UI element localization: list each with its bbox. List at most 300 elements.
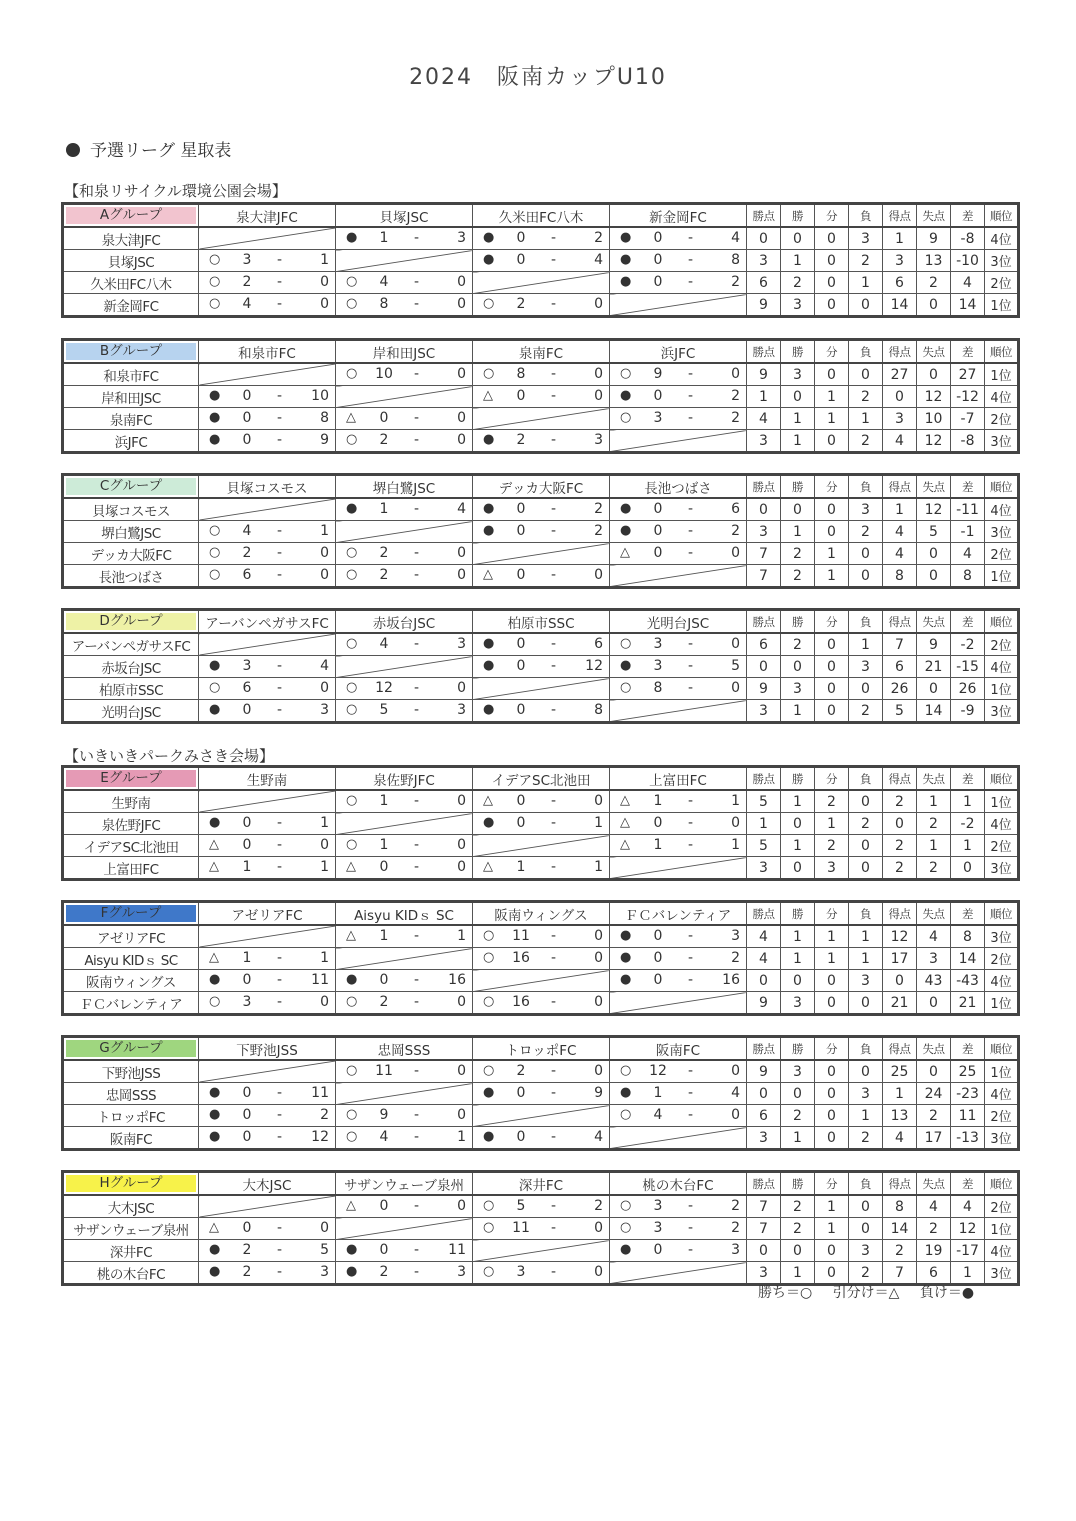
stat-header: 得点	[883, 204, 917, 228]
stat-cell: 3	[747, 430, 781, 453]
result-mark-icon: ○	[620, 1107, 632, 1122]
match-result-cell	[199, 970, 336, 992]
result-mark-icon: △	[483, 567, 493, 582]
stat-cell: 3	[849, 1083, 883, 1105]
score-separator: -	[551, 815, 557, 831]
score-separator: -	[277, 950, 283, 966]
stat-cell: 1	[781, 700, 815, 723]
stat-cell: 43	[917, 970, 951, 992]
stat-cell: 12	[883, 925, 917, 948]
stat-cell: 1	[747, 813, 781, 835]
result-mark-icon: ●	[346, 1242, 358, 1257]
result-mark-icon: △	[209, 859, 219, 874]
goals-for: 0	[653, 815, 663, 831]
score-separator: -	[688, 972, 694, 988]
result-mark-icon: ●	[483, 1085, 495, 1100]
stat-cell: 7	[747, 543, 781, 565]
match-result-cell	[610, 1195, 747, 1218]
goals-for: 0	[242, 837, 252, 853]
stat-cell: 2	[917, 1218, 951, 1240]
team-row	[63, 408, 1019, 430]
goals-for: 6	[242, 567, 252, 583]
goals-for: 6	[242, 680, 252, 696]
team-row	[63, 633, 1019, 656]
team-row	[63, 813, 1019, 835]
goals-against: 2	[731, 1198, 740, 1214]
group-table	[61, 473, 1020, 589]
match-result-cell	[199, 700, 336, 723]
team-name: 赤坂台JSC	[63, 656, 199, 678]
stat-cell: 2	[917, 857, 951, 880]
stat-cell: 0	[815, 272, 849, 294]
stat-cell: 8	[951, 925, 985, 948]
goals-against: 1	[320, 950, 329, 966]
result-mark-icon: ●	[209, 1242, 221, 1257]
stat-cell: 8	[883, 1195, 917, 1218]
rank-cell: 1位	[985, 678, 1019, 700]
stat-cell: 2	[815, 835, 849, 857]
goals-for: 1	[379, 928, 389, 944]
stat-cell: 5	[883, 700, 917, 723]
stat-cell: 0	[747, 227, 781, 250]
opponent-header: 堺白鷺JSC	[336, 475, 473, 499]
result-mark-icon: ○	[346, 702, 358, 717]
goals-for: 11	[512, 1220, 530, 1236]
team-row	[63, 1240, 1019, 1262]
stat-header: 順位	[985, 1172, 1019, 1196]
goals-for: 0	[516, 501, 526, 517]
score-separator: -	[414, 1242, 420, 1258]
goals-for: 5	[379, 702, 389, 718]
goals-for: 0	[242, 1129, 252, 1145]
match-result-cell	[336, 790, 473, 813]
stat-cell: 17	[917, 1127, 951, 1150]
result-mark-icon: ●	[620, 658, 632, 673]
stat-cell: 3	[849, 498, 883, 521]
goals-for: 0	[653, 950, 663, 966]
self-match-cell	[336, 948, 473, 970]
stat-cell: 2	[849, 430, 883, 453]
stat-cell: 9	[747, 294, 781, 317]
goals-for: 4	[379, 636, 389, 652]
stat-cell: 27	[883, 363, 917, 386]
match-result-cell	[199, 386, 336, 408]
match-result-cell	[336, 408, 473, 430]
goals-against: 4	[594, 1129, 603, 1145]
goals-against: 3	[457, 1264, 466, 1280]
stat-cell: 4	[883, 521, 917, 543]
result-mark-icon: ○	[483, 366, 495, 381]
stat-cell: 0	[781, 656, 815, 678]
team-row	[63, 1105, 1019, 1127]
page-title: 2024 阪南カップU10	[409, 65, 667, 90]
rank-cell: 4位	[985, 1240, 1019, 1262]
result-mark-icon: △	[209, 837, 219, 852]
stat-header: 差	[951, 204, 985, 228]
rank-cell: 1位	[985, 294, 1019, 317]
group-header-row	[63, 475, 1019, 499]
match-result-cell	[199, 521, 336, 543]
stat-cell: 4	[747, 408, 781, 430]
score-separator: -	[551, 252, 557, 268]
goals-against: 3	[457, 636, 466, 652]
match-result-cell	[473, 1127, 610, 1150]
goals-against: 2	[320, 1107, 329, 1123]
goals-for: 1	[379, 837, 389, 853]
stat-cell: 0	[849, 565, 883, 588]
stat-header: 失点	[917, 610, 951, 634]
result-mark-icon: ○	[483, 950, 495, 965]
result-mark-icon: ○	[346, 636, 358, 651]
result-mark-icon: ●	[209, 972, 221, 987]
team-row	[63, 386, 1019, 408]
rank-cell: 4位	[985, 813, 1019, 835]
team-name: 浜JFC	[63, 430, 199, 453]
goals-for: 1	[379, 793, 389, 809]
score-separator: -	[688, 1242, 694, 1258]
goals-against: 4	[731, 230, 740, 246]
goals-for: 2	[516, 296, 526, 312]
stat-cell: 4	[883, 430, 917, 453]
goals-for: 0	[516, 252, 526, 268]
result-mark-icon: △	[620, 545, 630, 560]
self-match-cell	[336, 250, 473, 272]
match-result-cell	[336, 970, 473, 992]
stat-cell: 3	[849, 656, 883, 678]
match-result-cell	[473, 813, 610, 835]
goals-for: 12	[375, 680, 393, 696]
match-result-cell	[610, 1105, 747, 1127]
stat-cell: 1	[815, 948, 849, 970]
goals-for: 0	[242, 388, 252, 404]
stat-cell: 5	[917, 521, 951, 543]
goals-against: 0	[731, 545, 740, 561]
stat-cell: 25	[951, 1060, 985, 1083]
stat-cell: 19	[917, 1240, 951, 1262]
stat-header: 分	[815, 1172, 849, 1196]
stat-cell: 1	[815, 543, 849, 565]
score-separator: -	[551, 432, 557, 448]
stat-cell: -8	[951, 227, 985, 250]
stat-cell: 0	[917, 1060, 951, 1083]
score-separator: -	[277, 1085, 283, 1101]
score-separator: -	[277, 410, 283, 426]
match-result-cell	[336, 1195, 473, 1218]
team-name: 和泉市FC	[63, 363, 199, 386]
team-row	[63, 521, 1019, 543]
stat-cell: 1	[849, 1105, 883, 1127]
stat-cell: 1	[849, 925, 883, 948]
goals-for: 3	[242, 994, 252, 1010]
score-separator: -	[414, 296, 420, 312]
goals-against: 2	[731, 950, 740, 966]
goals-for: 4	[242, 296, 252, 312]
stat-cell: 1	[781, 250, 815, 272]
stat-cell: 14	[883, 1218, 917, 1240]
result-mark-icon: ○	[346, 545, 358, 560]
score-separator: -	[414, 1264, 420, 1280]
match-result-cell	[336, 272, 473, 294]
score-separator: -	[551, 950, 557, 966]
match-result-cell	[336, 700, 473, 723]
goals-for: 1	[653, 1085, 663, 1101]
match-result-cell	[336, 835, 473, 857]
team-name: アーバンペガサスFC	[63, 633, 199, 656]
score-separator: -	[277, 859, 283, 875]
self-match-cell	[610, 294, 747, 317]
result-mark-icon: ●	[483, 230, 495, 245]
score-separator: -	[688, 837, 694, 853]
result-mark-icon: △	[346, 928, 356, 943]
stat-cell: 0	[781, 857, 815, 880]
team-name: 新金岡FC	[63, 294, 199, 317]
stat-header: 順位	[985, 340, 1019, 364]
goals-against: 1	[320, 815, 329, 831]
stat-header: 順位	[985, 204, 1019, 228]
rank-cell: 2位	[985, 835, 1019, 857]
match-result-cell	[473, 1195, 610, 1218]
match-result-cell	[610, 633, 747, 656]
team-row	[63, 678, 1019, 700]
group-table	[61, 765, 1020, 881]
stat-header: 負	[849, 1172, 883, 1196]
score-separator: -	[414, 1063, 420, 1079]
goals-for: 2	[516, 432, 526, 448]
rank-cell: 1位	[985, 790, 1019, 813]
subtitle-text: 予選リーグ 星取表	[90, 141, 232, 161]
legend	[758, 1282, 990, 1302]
stat-cell: 1	[815, 565, 849, 588]
opponent-header: ＦＣバレンティア	[610, 902, 747, 926]
goals-for: 0	[242, 1220, 252, 1236]
goals-against: 0	[731, 1063, 740, 1079]
result-mark-icon: ●	[483, 252, 495, 267]
goals-for: 3	[653, 658, 663, 674]
match-result-cell	[199, 294, 336, 317]
stat-cell: 1	[781, 1127, 815, 1150]
result-mark-icon: ○	[346, 1129, 358, 1144]
goals-against: 2	[594, 523, 603, 539]
result-mark-icon: ○	[209, 296, 221, 311]
stat-header: 分	[815, 610, 849, 634]
result-mark-icon: ●	[620, 501, 632, 516]
group-name	[63, 610, 199, 634]
goals-for: 0	[516, 658, 526, 674]
match-result-cell	[610, 813, 747, 835]
team-name: 泉佐野JFC	[63, 813, 199, 835]
group-name-label: Aグループ	[66, 207, 196, 224]
stat-cell: 0	[747, 1240, 781, 1262]
stat-header: 差	[951, 902, 985, 926]
stat-cell: 12	[917, 386, 951, 408]
stat-cell: 3	[815, 857, 849, 880]
goals-for: 16	[512, 994, 530, 1010]
match-result-cell	[199, 948, 336, 970]
goals-against: 0	[457, 793, 466, 809]
opponent-header: 泉佐野JFC	[336, 767, 473, 791]
goals-for: 2	[379, 432, 389, 448]
goals-against: 4	[320, 658, 329, 674]
stat-cell: 0	[815, 498, 849, 521]
score-separator: -	[688, 793, 694, 809]
goals-against: 3	[594, 432, 603, 448]
stat-header: 順位	[985, 475, 1019, 499]
stat-cell: 14	[883, 294, 917, 317]
goals-for: 0	[653, 928, 663, 944]
self-match-cell	[473, 970, 610, 992]
team-name: 岸和田JSC	[63, 386, 199, 408]
stat-cell: 0	[781, 970, 815, 992]
team-row	[63, 1083, 1019, 1105]
result-mark-icon: ○	[483, 1063, 495, 1078]
stat-cell: 2	[781, 272, 815, 294]
opponent-header: 長池つばさ	[610, 475, 747, 499]
goals-against: 0	[594, 296, 603, 312]
score-separator: -	[277, 702, 283, 718]
score-separator: -	[277, 1242, 283, 1258]
team-name: 泉大津JFC	[63, 227, 199, 250]
goals-for: 1	[516, 859, 526, 875]
stat-cell: 3	[849, 1240, 883, 1262]
goals-for: 5	[516, 1198, 526, 1214]
goals-for: 0	[242, 1085, 252, 1101]
stat-cell: 4	[883, 1127, 917, 1150]
team-row	[63, 272, 1019, 294]
opponent-header: イデアSC北池田	[473, 767, 610, 791]
stat-cell: 0	[815, 1262, 849, 1285]
stat-cell: 0	[815, 363, 849, 386]
stat-cell: 3	[781, 1060, 815, 1083]
result-mark-icon: ○	[209, 252, 221, 267]
stat-cell: 0	[815, 970, 849, 992]
goals-for: 0	[379, 972, 389, 988]
result-mark-icon: ○	[209, 994, 221, 1009]
goals-against: 0	[594, 928, 603, 944]
goals-against: 0	[320, 545, 329, 561]
group-name-label: Fグループ	[66, 905, 196, 922]
stat-cell: -2	[951, 813, 985, 835]
score-separator: -	[551, 636, 557, 652]
result-mark-icon: ●	[209, 388, 221, 403]
team-row	[63, 835, 1019, 857]
score-separator: -	[277, 388, 283, 404]
goals-against: 2	[731, 274, 740, 290]
team-row	[63, 857, 1019, 880]
stat-cell: 3	[747, 700, 781, 723]
stat-cell: -15	[951, 656, 985, 678]
stat-cell: 2	[781, 1195, 815, 1218]
stat-header: 勝点	[747, 475, 781, 499]
score-separator: -	[414, 545, 420, 561]
rank-cell: 3位	[985, 1262, 1019, 1285]
group-name	[63, 340, 199, 364]
stat-cell: -9	[951, 700, 985, 723]
score-separator: -	[277, 1107, 283, 1123]
score-separator: -	[551, 296, 557, 312]
match-result-cell	[473, 790, 610, 813]
match-result-cell	[610, 1083, 747, 1105]
stat-cell: 8	[951, 565, 985, 588]
team-name: サザンウェーブ泉州	[63, 1218, 199, 1240]
stat-cell: 2	[781, 1105, 815, 1127]
stat-header: 勝点	[747, 1172, 781, 1196]
goals-against: 6	[731, 501, 740, 517]
self-match-cell	[473, 678, 610, 700]
result-mark-icon: △	[346, 410, 356, 425]
match-result-cell	[473, 992, 610, 1015]
self-match-cell	[610, 857, 747, 880]
match-result-cell	[336, 857, 473, 880]
group-name	[63, 475, 199, 499]
score-separator: -	[551, 366, 557, 382]
stat-header: 勝	[781, 204, 815, 228]
stat-cell: 3	[747, 857, 781, 880]
stat-header: 分	[815, 204, 849, 228]
rank-cell: 3位	[985, 925, 1019, 948]
stat-cell: 2	[849, 1262, 883, 1285]
goals-against: 3	[457, 230, 466, 246]
stat-cell: 3	[781, 678, 815, 700]
stat-header: 負	[849, 610, 883, 634]
stat-cell: 4	[951, 1195, 985, 1218]
opponent-header: 新金岡FC	[610, 204, 747, 228]
goals-for: 2	[379, 567, 389, 583]
team-row	[63, 700, 1019, 723]
stat-cell: 0	[849, 790, 883, 813]
stat-cell: -8	[951, 430, 985, 453]
goals-against: 16	[722, 972, 740, 988]
stat-cell: 0	[815, 430, 849, 453]
goals-against: 12	[311, 1129, 329, 1145]
group-header-row	[63, 340, 1019, 364]
stat-cell: 1	[781, 408, 815, 430]
goals-for: 2	[242, 1242, 252, 1258]
goals-for: 12	[649, 1063, 667, 1079]
goals-against: 0	[457, 545, 466, 561]
stat-cell: 0	[815, 294, 849, 317]
match-result-cell	[199, 430, 336, 453]
opponent-header: アーバンペガサスFC	[199, 610, 336, 634]
stat-cell: 2	[781, 1218, 815, 1240]
goals-against: 0	[320, 567, 329, 583]
goals-for: 2	[242, 545, 252, 561]
stat-cell: 0	[747, 498, 781, 521]
goals-for: 0	[379, 1198, 389, 1214]
stat-cell: -43	[951, 970, 985, 992]
team-row	[63, 790, 1019, 813]
stat-cell: 2	[883, 835, 917, 857]
stat-cell: 0	[917, 294, 951, 317]
goals-for: 10	[375, 366, 393, 382]
stat-cell: 8	[883, 565, 917, 588]
goals-for: 9	[653, 366, 663, 382]
team-row	[63, 294, 1019, 317]
team-row	[63, 363, 1019, 386]
stat-cell: 4	[951, 543, 985, 565]
score-separator: -	[688, 388, 694, 404]
team-row	[63, 925, 1019, 948]
stat-header: 得点	[883, 767, 917, 791]
rank-cell: 4位	[985, 227, 1019, 250]
result-mark-icon: △	[209, 1220, 219, 1235]
stat-cell: 6	[747, 1105, 781, 1127]
group-name-label: Gグループ	[66, 1040, 196, 1057]
result-mark-icon: ○	[620, 410, 632, 425]
result-mark-icon: ○	[483, 928, 495, 943]
stat-cell: 0	[781, 498, 815, 521]
goals-for: 4	[379, 274, 389, 290]
score-separator: -	[414, 837, 420, 853]
